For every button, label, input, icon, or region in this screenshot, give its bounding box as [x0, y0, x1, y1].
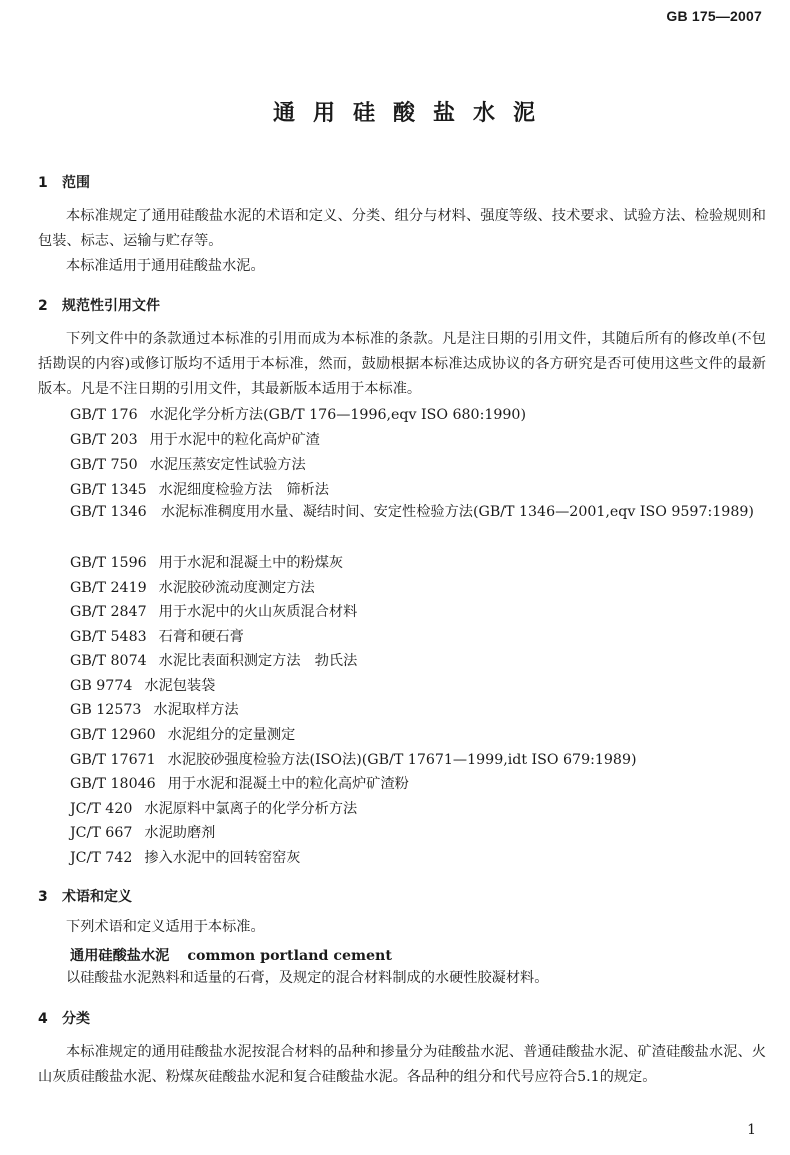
section-title: 范围: [62, 175, 90, 191]
reference-item: GB/T 2847 用于水泥中的火山灰质混合材料: [70, 604, 358, 620]
section-number: 4: [38, 1011, 48, 1027]
term-definition: 以硅酸盐水泥熟料和适量的石膏，及规定的混合材料制成的水硬性胶凝材料。: [66, 970, 549, 986]
section-2-heading: [38, 295, 160, 315]
term-entry: [70, 945, 392, 965]
document-title: 通用硅酸盐水泥: [272, 101, 553, 126]
reference-item: GB/T 17671 水泥胶砂强度检验方法(ISO法)(GB/T 17671—1999,idt ISO 679:1989): [70, 752, 637, 768]
reference-item: GB/T 18046 用于水泥和混凝土中的粒化高炉矿渣粉: [70, 776, 409, 792]
reference-item: GB/T 8074 水泥比表面积测定方法 勃氏法: [70, 653, 358, 669]
reference-item: GB/T 2419 水泥胶砂流动度测定方法: [70, 580, 315, 596]
section-title: 规范性引用文件: [62, 298, 160, 314]
section-3-intro: 下列术语和定义适用于本标准。: [66, 919, 265, 935]
reference-item: JC/T 667 水泥助磨剂: [70, 825, 216, 841]
section-title: 术语和定义: [62, 889, 132, 905]
reference-item: GB/T 1345 水泥细度检验方法 筛析法: [70, 482, 329, 498]
section-3-heading: [38, 886, 132, 906]
reference-item: JC/T 420 水泥原料中氯离子的化学分析方法: [70, 801, 358, 817]
reference-item: GB/T 1596 用于水泥和混凝土中的粉煤灰: [70, 555, 344, 571]
reference-item: GB 12573 水泥取样方法: [70, 702, 239, 718]
section-number: 1: [38, 175, 48, 191]
reference-item: GB/T 12960 水泥组分的定量测定: [70, 727, 296, 743]
term-english: common portland cement: [187, 948, 392, 964]
section-title: 分类: [62, 1011, 90, 1027]
section-number: 2: [38, 298, 48, 314]
section-1-paragraph-1: 本标准规定了通用硅酸盐水泥的术语和定义、分类、组分与材料、强度等级、技术要求、试验方法、检验规则和包装、标志、运输与贮存等。: [38, 208, 766, 249]
section-number: 3: [38, 889, 48, 905]
section-4-paragraph-1: 本标准规定的通用硅酸盐水泥按混合材料的品种和掺量分为硅酸盐水泥、普通硅酸盐水泥、矿渣硅酸盐水泥、火山灰质硅酸盐水泥、粉煤灰硅酸盐水泥和复合硅酸盐水泥。各品种的组分和代号应符合5.1的规定。: [38, 1044, 766, 1085]
page-number: 1: [747, 1122, 756, 1138]
reference-item: JC/T 742 掺入水泥中的回转窑窑灰: [70, 850, 301, 866]
reference-item: GB/T 176 水泥化学分析方法(GB/T 176—1996,eqv ISO 680:1990): [70, 407, 526, 423]
reference-item: GB/T 1346 水泥标准稠度用水量、凝结时间、安定性检验方法(GB/T 1346—2001,eqv ISO 9597:1989): [70, 504, 754, 520]
reference-item: GB 9774 水泥包装袋: [70, 678, 216, 694]
reference-item: GB/T 750 水泥压蒸安定性试验方法: [70, 457, 306, 473]
standard-code: GB 175—2007: [666, 8, 762, 24]
section-4-heading: [38, 1008, 90, 1028]
section-2-intro: 下列文件中的条款通过本标准的引用而成为本标准的条款。凡是注日期的引用文件，其随后所有的修改单(不包括勘误的内容)或修订版均不适用于本标准，然而，鼓励根据本标准达成协议的各方研究是否可使用这些文件的最新版本。凡是不注日期的引用文件，其最新版本适用于本标准。: [38, 331, 766, 397]
section-1-heading: [38, 172, 90, 192]
section-1-paragraph-2: 本标准适用于通用硅酸盐水泥。: [66, 258, 265, 274]
term-chinese: 通用硅酸盐水泥: [70, 948, 170, 964]
reference-item: GB/T 203 用于水泥中的粒化高炉矿渣: [70, 432, 320, 448]
reference-item: GB/T 5483 石膏和硬石膏: [70, 629, 244, 645]
